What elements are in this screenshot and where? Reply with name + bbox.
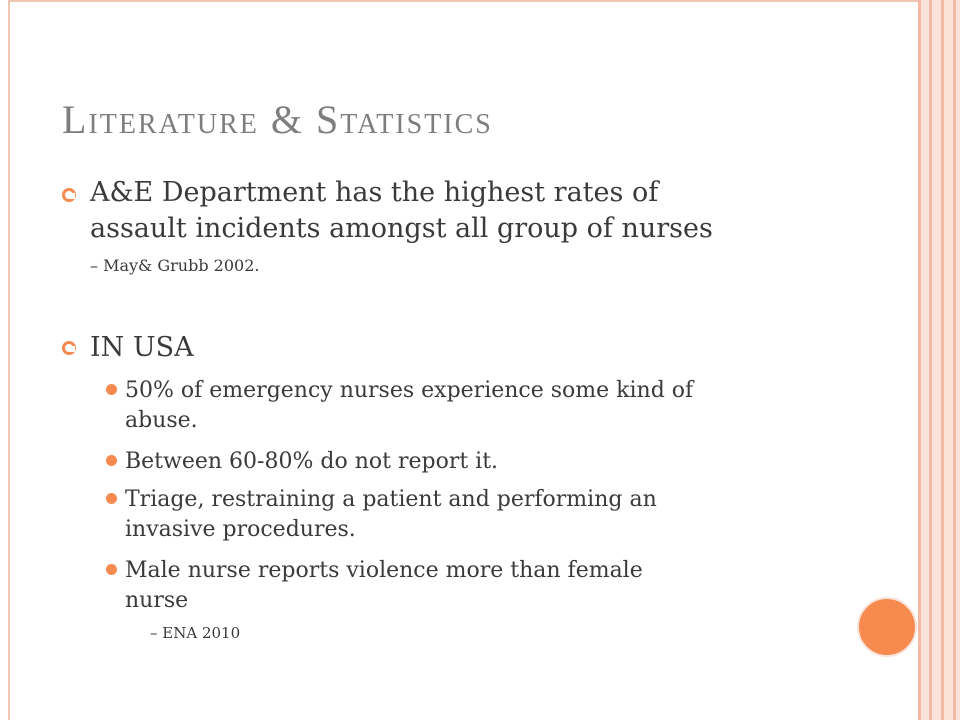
sub-bullet-text: abuse. <box>125 408 198 433</box>
bullet-dot-icon <box>106 493 117 504</box>
sub-bullet-text: nurse <box>125 588 189 613</box>
stripe <box>929 0 932 720</box>
sub-bullet-text: Between 60-80% do not report it. <box>125 449 499 474</box>
stripe <box>941 0 944 720</box>
bullet-dot-icon <box>106 564 117 575</box>
bullet-ring-icon <box>62 188 76 202</box>
sub-bullet-text: invasive procedures. <box>125 517 356 542</box>
citation: – ENA 2010 <box>150 624 241 642</box>
decorative-orange-circle <box>857 597 917 657</box>
slide-title: Literature & Statistics <box>62 97 493 142</box>
sub-bullet-text: 50% of emergency nurses experience some kind of <box>125 378 694 403</box>
sub-bullet-text: Triage, restraining a patient and performing an <box>125 487 657 512</box>
stripe <box>918 0 921 720</box>
bullet-text: IN USA <box>90 332 194 363</box>
bullet-dot-icon <box>106 455 117 466</box>
frame-left-line <box>8 0 10 720</box>
bullet-ring-icon <box>62 341 76 355</box>
bullet-text-line: A&E Department has the highest rates of <box>90 177 659 208</box>
bullet-dot-icon <box>106 384 117 395</box>
citation: – May& Grubb 2002. <box>90 256 260 275</box>
stripe <box>953 0 956 720</box>
frame-top-line <box>8 0 920 2</box>
sub-bullet-text: Male nurse reports violence more than female <box>125 558 643 583</box>
bullet-text-line: assault incidents amongst all group of nurses <box>90 213 713 244</box>
